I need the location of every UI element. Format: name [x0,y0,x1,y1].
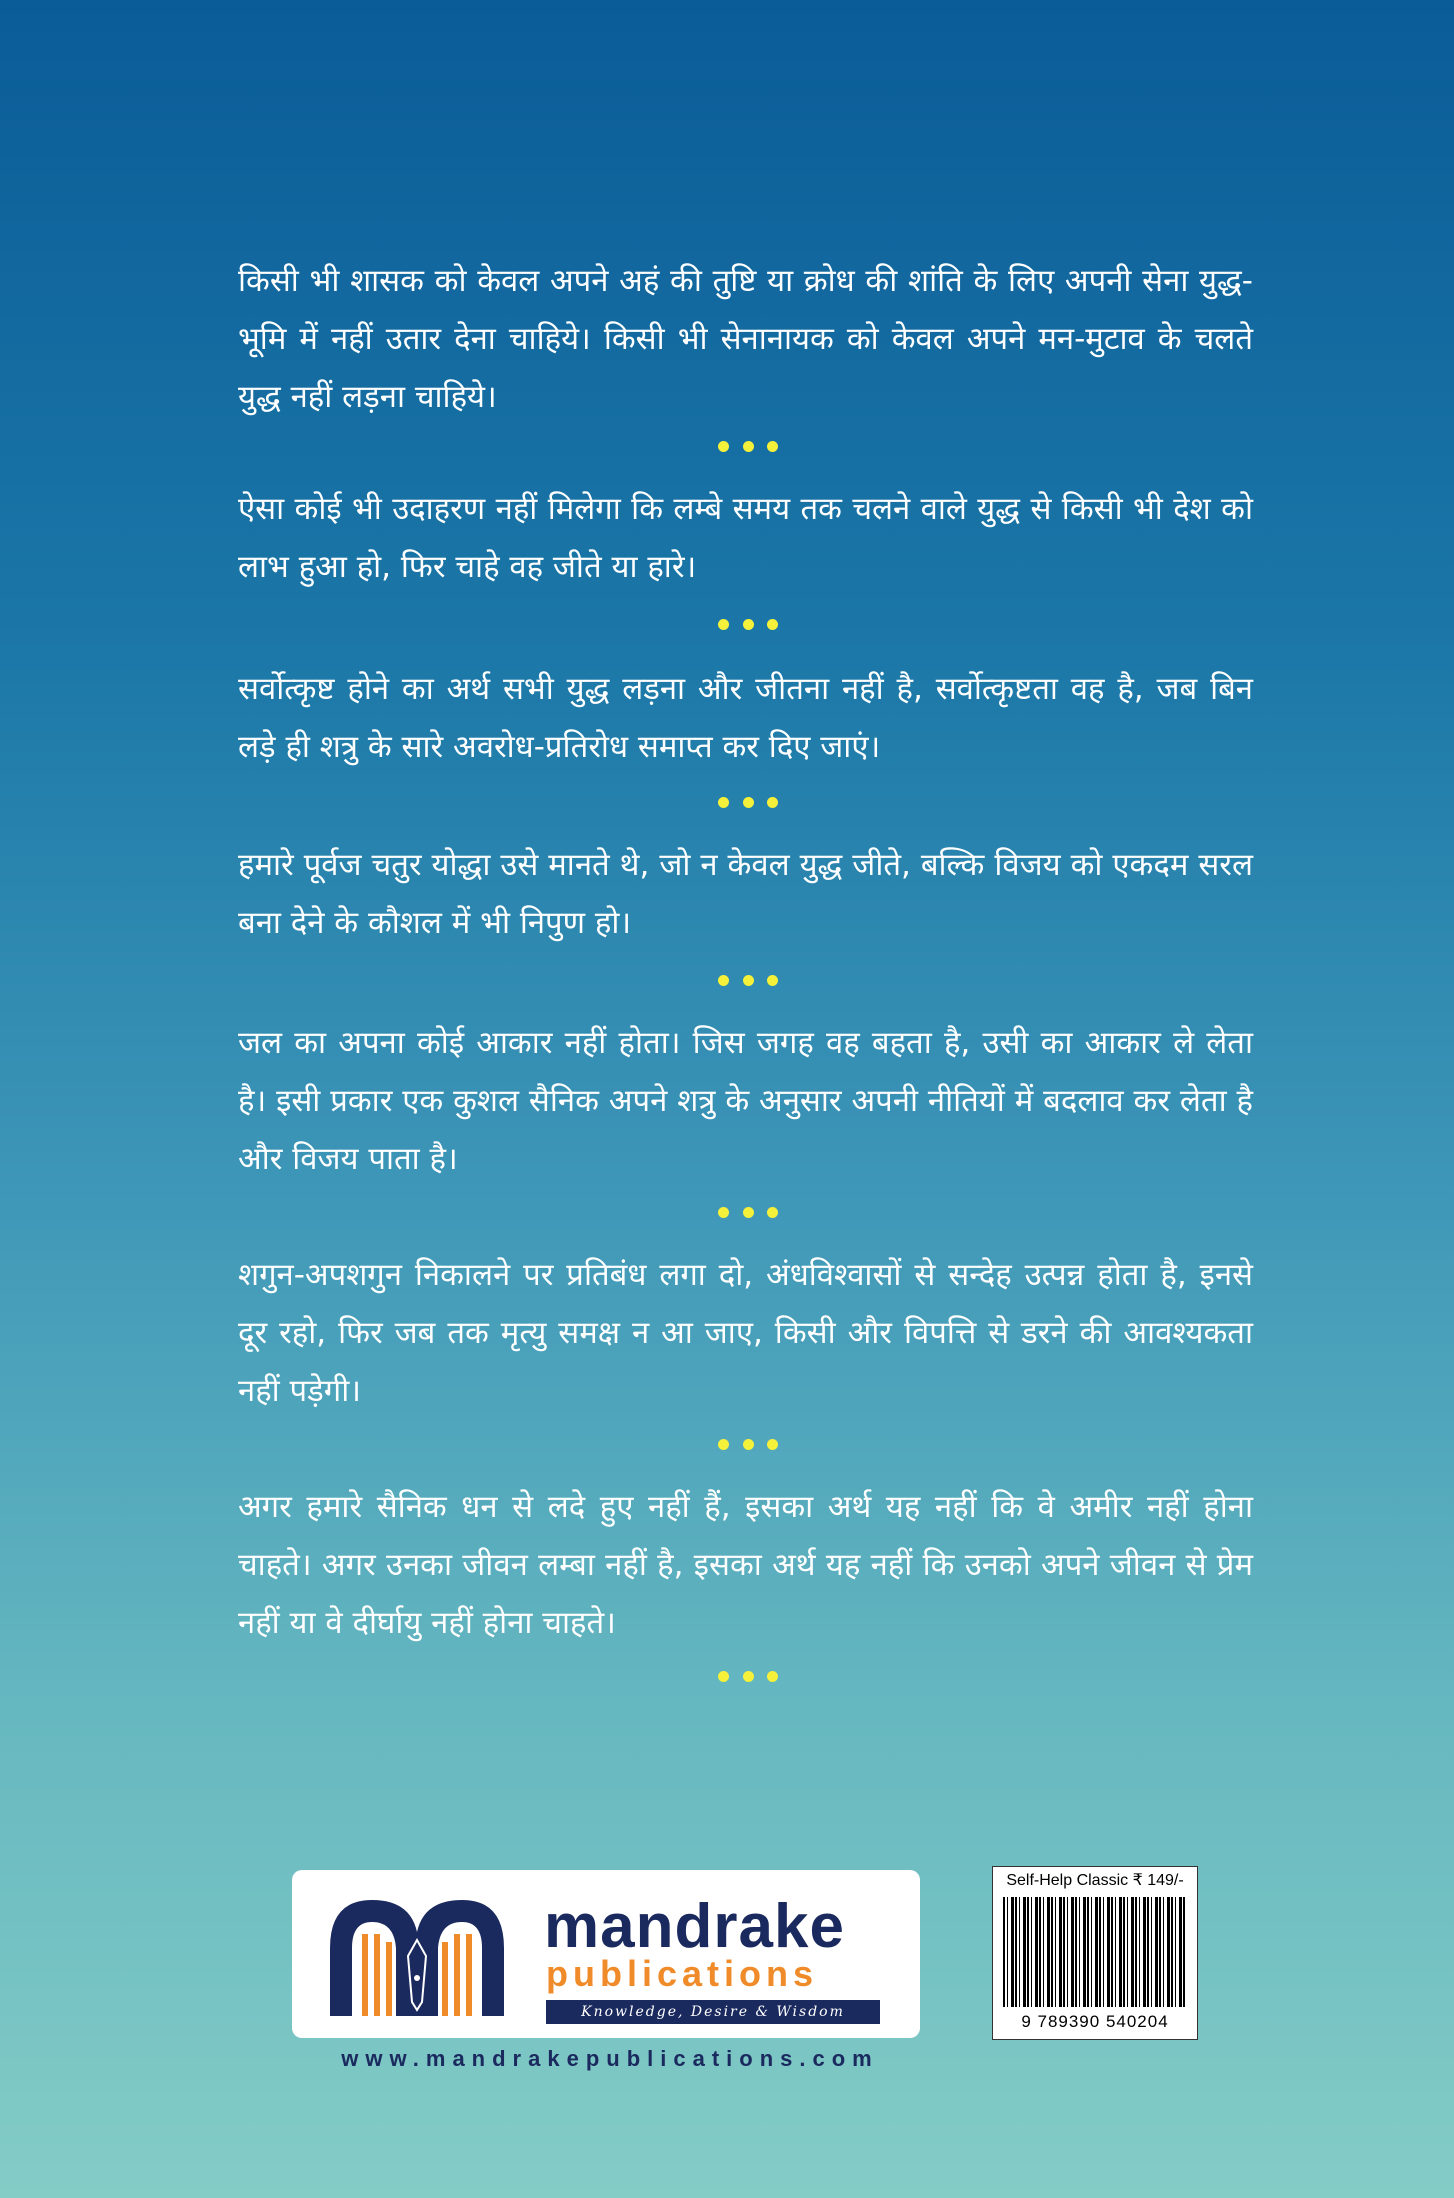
price-label: Self-Help Classic ₹ 149/- [1006,1872,1184,1889]
quote-paragraph: किसी भी शासक को केवल अपने अहं की तुष्टि या क्रोध की शांति के लिए अपनी सेना युद्ध-भूमि में नहीं उतार देना चाहिये। किसी भी सेनानायक को केवल अपने मन-मुटाव के चलते युद्ध नहीं लड़ना चाहिये। [238,263,1253,415]
quote-paragraph: अगर हमारे सैनिक धन से लदे हुए नहीं हैं, इसका अर्थ यह नहीं कि वे अमीर नहीं होना चाहते। अगर उनका जीवन लम्बा नहीं है, इसका अर्थ यह नहीं कि उनको अपने जीवन से प्रेम नहीं या वे दीर्घायु नहीं होना चाहते। [238,1489,1253,1641]
quote-paragraph: जल का अपना कोई आकार नहीं होता। जिस जगह वह बहता है, उसी का आकार ले लेता है। इसी प्रकार एक कुशल सैनिक अपने शत्रु के अनुसार अपनी नीतियों में बदलाव कर लेता है और विजय पाता है। [238,1025,1253,1177]
quote-paragraph: शगुन-अपशगुन निकालने पर प्रतिबंध लगा दो, अंधविश्वासों से सन्देह उत्पन्न होता है, इनसे दूर रहो, फिर जब तक मृत्यु समक्ष न आ जाए, किसी और विपत्ति से डरने की आवश्यकता नहीं पड़ेगी। [238,1257,1253,1409]
separator-dots [718,618,778,630]
publisher-tagline: Knowledge, Desire & Wisdom [546,2000,880,2024]
separator-dots [718,1670,778,1682]
isbn-number: 9 789390 540204 [1021,2012,1169,2031]
publisher-website[interactable]: www.mandrakepublications.com [341,2046,879,2071]
publisher-sub: publications [546,1953,819,1994]
quote-paragraph: ऐसा कोई भी उदाहरण नहीं मिलेगा कि लम्बे समय तक चलने वाले युद्ध से किसी भी देश को लाभ हुआ हो, फिर चाहे वह जीते या हारे। [238,491,1253,585]
separator-dots [718,974,778,986]
publisher-name: mandrake [544,1892,845,1961]
barcode-sticker [992,1866,1198,2040]
separator-dots [718,796,778,808]
separator-dots [718,1206,778,1218]
barcode-icon [1003,1897,1187,2007]
mandrake-m-icon [322,1892,512,2016]
publisher-logo [292,1870,920,2038]
quote-paragraph: सर्वोत्कृष्ट होने का अर्थ सभी युद्ध लड़ना और जीतना नहीं है, सर्वोत्कृष्टता वह है, जब बिन लड़े ही शत्रु के सारे अवरोध-प्रतिरोध समाप्त कर दिए जाएं। [238,671,1253,765]
quote-paragraph: हमारे पूर्वज चतुर योद्धा उसे मानते थे, जो न केवल युद्ध जीते, बल्कि विजय को एकदम सरल बना देने के कौशल में भी निपुण हो। [238,847,1253,941]
separator-dots [718,1438,778,1450]
separator-dots [718,440,778,452]
